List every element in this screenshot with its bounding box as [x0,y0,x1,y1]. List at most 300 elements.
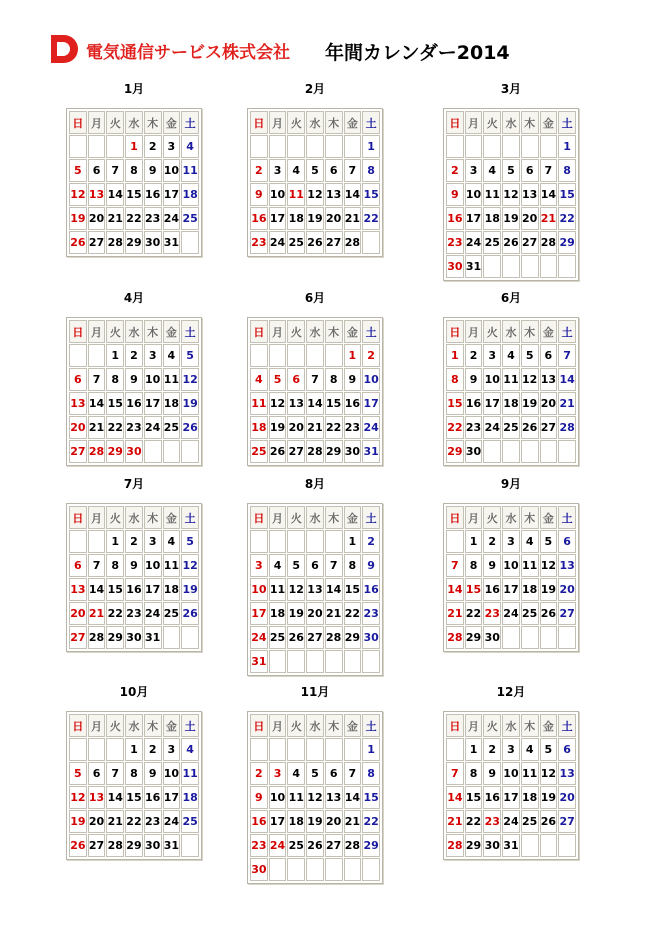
day-cell: 25 [483,231,501,254]
day-cell: 17 [163,786,181,809]
month-grid [443,503,579,652]
company-logo-icon [48,32,82,66]
month-grid [443,711,579,860]
day-cell: 3 [163,135,181,158]
weekday-header: 日 [446,111,464,134]
day-cell: 23 [465,416,483,439]
week-row [446,159,576,182]
day-cell: 8 [106,368,124,391]
day-cell: 15 [465,786,483,809]
day-cell [250,344,268,367]
day-cell [106,135,124,158]
day-cell: 7 [88,368,106,391]
day-cell: 26 [540,810,558,833]
weekday-header: 木 [144,320,162,343]
weekday-header: 水 [125,320,143,343]
calendar-table [68,319,200,464]
weekday-header: 金 [163,506,181,529]
day-cell: 6 [325,159,343,182]
month-label: 11月 [300,685,330,699]
weekday-header: 月 [465,111,483,134]
weekday-header: 火 [287,111,305,134]
day-cell: 12 [181,554,199,577]
month-label: 3月 [500,82,522,96]
day-cell [250,738,268,761]
day-cell [88,135,106,158]
day-cell: 18 [250,416,268,439]
day-cell: 23 [483,602,501,625]
day-cell: 20 [540,392,558,415]
day-cell: 15 [325,392,343,415]
day-cell: 28 [306,440,324,463]
day-cell: 16 [125,392,143,415]
day-cell: 29 [106,626,124,649]
day-cell: 27 [558,602,576,625]
day-cell: 7 [344,762,362,785]
day-cell: 5 [287,554,305,577]
weekday-header-row [250,111,380,134]
day-cell: 20 [69,416,87,439]
day-cell: 17 [269,207,287,230]
week-row [69,762,199,785]
day-cell: 1 [106,530,124,553]
month-grid [247,503,383,676]
day-cell: 25 [181,207,199,230]
weekday-header: 日 [446,506,464,529]
day-cell: 4 [163,530,181,553]
day-cell: 29 [106,440,124,463]
day-cell: 17 [250,602,268,625]
month-grid [66,503,202,652]
weekday-header: 土 [181,320,199,343]
day-cell [181,626,199,649]
day-cell: 8 [465,762,483,785]
day-cell: 19 [521,392,539,415]
day-cell: 20 [558,578,576,601]
day-cell: 8 [465,554,483,577]
day-cell: 17 [144,392,162,415]
weekday-header: 水 [502,714,520,737]
day-cell [344,650,362,673]
week-row [250,416,380,439]
day-cell: 24 [144,602,162,625]
weekday-header: 月 [269,111,287,134]
day-cell: 31 [250,650,268,673]
week-row [69,810,199,833]
day-cell: 2 [125,530,143,553]
day-cell: 29 [558,231,576,254]
day-cell: 10 [269,786,287,809]
day-cell: 12 [521,368,539,391]
page-header [48,32,648,66]
day-cell: 18 [163,392,181,415]
day-cell: 15 [125,183,143,206]
day-cell: 6 [306,554,324,577]
day-cell: 8 [362,762,380,785]
day-cell: 23 [446,231,464,254]
day-cell [558,626,576,649]
day-cell [558,834,576,857]
day-cell: 20 [287,416,305,439]
weekday-header-row [250,714,380,737]
calendar-table [249,110,381,255]
day-cell: 7 [344,159,362,182]
day-cell [521,834,539,857]
day-cell: 29 [125,834,143,857]
day-cell: 8 [125,159,143,182]
day-cell [483,440,501,463]
month-grid [443,108,579,281]
day-cell: 14 [325,578,343,601]
weekday-header: 金 [344,714,362,737]
month-label: 2月 [304,82,326,96]
day-cell: 2 [362,344,380,367]
day-cell: 11 [163,554,181,577]
day-cell [558,255,576,278]
day-cell: 16 [362,578,380,601]
day-cell: 10 [144,554,162,577]
day-cell: 5 [540,738,558,761]
weekday-header: 水 [125,506,143,529]
week-row [446,344,576,367]
week-row [446,738,576,761]
day-cell [287,738,305,761]
day-cell: 8 [325,368,343,391]
month-grid [66,317,202,466]
day-cell: 4 [521,530,539,553]
day-cell: 24 [163,207,181,230]
month-label: 9月 [500,477,522,491]
day-cell [306,344,324,367]
day-cell: 17 [269,810,287,833]
day-cell: 6 [521,159,539,182]
day-cell: 19 [69,207,87,230]
day-cell: 10 [163,159,181,182]
week-row [250,786,380,809]
day-cell [540,440,558,463]
day-cell: 22 [465,602,483,625]
day-cell: 9 [465,368,483,391]
calendar-table [445,713,577,858]
day-cell [88,530,106,553]
weekday-header-row [69,111,199,134]
day-cell: 3 [465,159,483,182]
day-cell: 12 [181,368,199,391]
day-cell: 31 [465,255,483,278]
week-row [446,183,576,206]
weekday-header: 日 [446,714,464,737]
day-cell: 14 [446,578,464,601]
day-cell: 5 [69,159,87,182]
day-cell: 2 [483,738,501,761]
day-cell: 14 [88,392,106,415]
day-cell: 24 [465,231,483,254]
day-cell: 22 [344,602,362,625]
day-cell: 25 [521,810,539,833]
week-row [250,135,380,158]
day-cell: 10 [465,183,483,206]
day-cell: 27 [69,626,87,649]
day-cell [558,440,576,463]
week-row [446,368,576,391]
day-cell: 17 [502,786,520,809]
day-cell: 22 [465,810,483,833]
weekday-header: 日 [250,111,268,134]
day-cell: 14 [344,183,362,206]
month-label: 6月 [500,291,522,305]
day-cell: 30 [125,440,143,463]
day-cell: 7 [306,368,324,391]
week-row [250,834,380,857]
month-label: 7月 [123,477,145,491]
day-cell: 16 [344,392,362,415]
day-cell: 17 [465,207,483,230]
day-cell: 27 [540,416,558,439]
day-cell: 18 [181,183,199,206]
month-label: 12月 [496,685,526,699]
weekday-header-row [446,506,576,529]
month-label: 8月 [304,477,326,491]
day-cell: 14 [106,183,124,206]
day-cell: 28 [344,231,362,254]
day-cell: 1 [465,738,483,761]
day-cell: 11 [287,183,305,206]
day-cell: 18 [521,786,539,809]
day-cell [269,135,287,158]
day-cell: 14 [306,392,324,415]
day-cell: 2 [250,159,268,182]
weekday-header: 水 [502,506,520,529]
day-cell [465,135,483,158]
day-cell: 13 [287,392,305,415]
day-cell: 25 [287,231,305,254]
day-cell: 7 [558,344,576,367]
day-cell [306,530,324,553]
day-cell [106,738,124,761]
day-cell: 26 [306,834,324,857]
day-cell: 28 [558,416,576,439]
week-row [446,602,576,625]
week-row [250,602,380,625]
week-row [250,650,380,673]
day-cell: 18 [483,207,501,230]
weekday-header: 火 [106,320,124,343]
day-cell: 13 [325,183,343,206]
day-cell: 24 [250,626,268,649]
day-cell: 11 [483,183,501,206]
day-cell [521,255,539,278]
day-cell: 25 [163,602,181,625]
calendar-title: 年間カレンダー2014 [325,42,510,64]
day-cell: 21 [446,810,464,833]
day-cell: 5 [540,530,558,553]
day-cell: 20 [69,602,87,625]
day-cell [446,530,464,553]
day-cell [325,738,343,761]
day-cell: 20 [558,786,576,809]
weekday-header: 月 [465,506,483,529]
day-cell: 2 [125,344,143,367]
day-cell: 18 [181,786,199,809]
day-cell: 18 [521,578,539,601]
weekday-header: 金 [163,320,181,343]
weekday-header: 火 [287,506,305,529]
day-cell: 30 [465,440,483,463]
month-grid [247,317,383,466]
week-row [69,578,199,601]
day-cell: 4 [181,135,199,158]
day-cell: 16 [144,183,162,206]
day-cell: 21 [88,602,106,625]
weekday-header: 金 [540,111,558,134]
weekday-header: 木 [325,714,343,737]
day-cell: 5 [181,530,199,553]
day-cell: 1 [344,344,362,367]
day-cell: 16 [125,578,143,601]
day-cell: 19 [69,810,87,833]
day-cell: 1 [446,344,464,367]
day-cell: 8 [106,554,124,577]
day-cell: 22 [362,207,380,230]
weekday-header: 木 [144,506,162,529]
day-cell: 23 [125,416,143,439]
week-row [446,440,576,463]
weekday-header: 金 [540,506,558,529]
day-cell: 28 [446,834,464,857]
day-cell: 13 [88,786,106,809]
week-row [446,810,576,833]
day-cell: 21 [106,207,124,230]
day-cell [163,440,181,463]
calendar-table [68,713,200,858]
day-cell [521,135,539,158]
day-cell: 2 [446,159,464,182]
week-row [69,554,199,577]
day-cell: 26 [287,626,305,649]
day-cell: 14 [446,786,464,809]
week-row [250,392,380,415]
day-cell: 13 [521,183,539,206]
day-cell [483,255,501,278]
weekday-header: 土 [181,506,199,529]
month-grid [66,711,202,860]
day-cell: 13 [558,762,576,785]
day-cell [306,738,324,761]
weekday-header: 木 [521,320,539,343]
day-cell: 26 [306,231,324,254]
day-cell: 12 [540,554,558,577]
day-cell [69,135,87,158]
weekday-header: 火 [483,111,501,134]
weekday-header: 土 [558,111,576,134]
day-cell: 9 [144,762,162,785]
weekday-header: 金 [344,506,362,529]
day-cell: 11 [163,368,181,391]
week-row [69,834,199,857]
day-cell: 30 [125,626,143,649]
week-row [250,159,380,182]
day-cell: 5 [69,762,87,785]
weekday-header: 日 [69,111,87,134]
day-cell [362,231,380,254]
day-cell: 27 [325,834,343,857]
day-cell: 10 [362,368,380,391]
day-cell: 20 [325,207,343,230]
day-cell: 27 [88,834,106,857]
day-cell: 28 [106,834,124,857]
day-cell: 15 [106,578,124,601]
day-cell: 25 [269,626,287,649]
week-row [250,858,380,881]
day-cell: 2 [144,738,162,761]
day-cell: 24 [269,834,287,857]
day-cell: 15 [362,183,380,206]
day-cell: 9 [362,554,380,577]
day-cell: 30 [144,834,162,857]
weekday-header: 月 [88,714,106,737]
day-cell: 21 [325,602,343,625]
day-cell: 22 [125,810,143,833]
day-cell: 27 [287,440,305,463]
calendar-table [445,319,577,464]
weekday-header: 水 [306,320,324,343]
day-cell: 6 [88,762,106,785]
weekday-header: 火 [106,111,124,134]
week-row [250,554,380,577]
day-cell: 16 [483,786,501,809]
weekday-header: 火 [287,714,305,737]
day-cell: 21 [446,602,464,625]
day-cell: 7 [446,762,464,785]
day-cell [269,530,287,553]
day-cell: 8 [446,368,464,391]
day-cell: 28 [106,231,124,254]
day-cell: 16 [250,810,268,833]
day-cell [306,858,324,881]
weekday-header-row [446,320,576,343]
weekday-header: 水 [502,320,520,343]
day-cell: 13 [540,368,558,391]
weekday-header: 金 [540,714,558,737]
day-cell: 28 [325,626,343,649]
weekday-header-row [69,506,199,529]
day-cell: 15 [446,392,464,415]
weekday-header: 土 [181,714,199,737]
day-cell: 5 [181,344,199,367]
day-cell [540,135,558,158]
weekday-header: 金 [540,320,558,343]
week-row [69,159,199,182]
day-cell: 29 [125,231,143,254]
day-cell: 1 [465,530,483,553]
weekday-header: 日 [446,320,464,343]
day-cell [483,135,501,158]
week-row [69,135,199,158]
day-cell: 8 [558,159,576,182]
day-cell: 23 [144,810,162,833]
day-cell: 16 [144,786,162,809]
day-cell [250,135,268,158]
week-row [446,135,576,158]
day-cell: 15 [558,183,576,206]
week-row [250,183,380,206]
day-cell: 23 [250,834,268,857]
day-cell [306,135,324,158]
day-cell: 3 [502,738,520,761]
day-cell: 12 [269,392,287,415]
day-cell: 6 [69,554,87,577]
day-cell: 7 [446,554,464,577]
